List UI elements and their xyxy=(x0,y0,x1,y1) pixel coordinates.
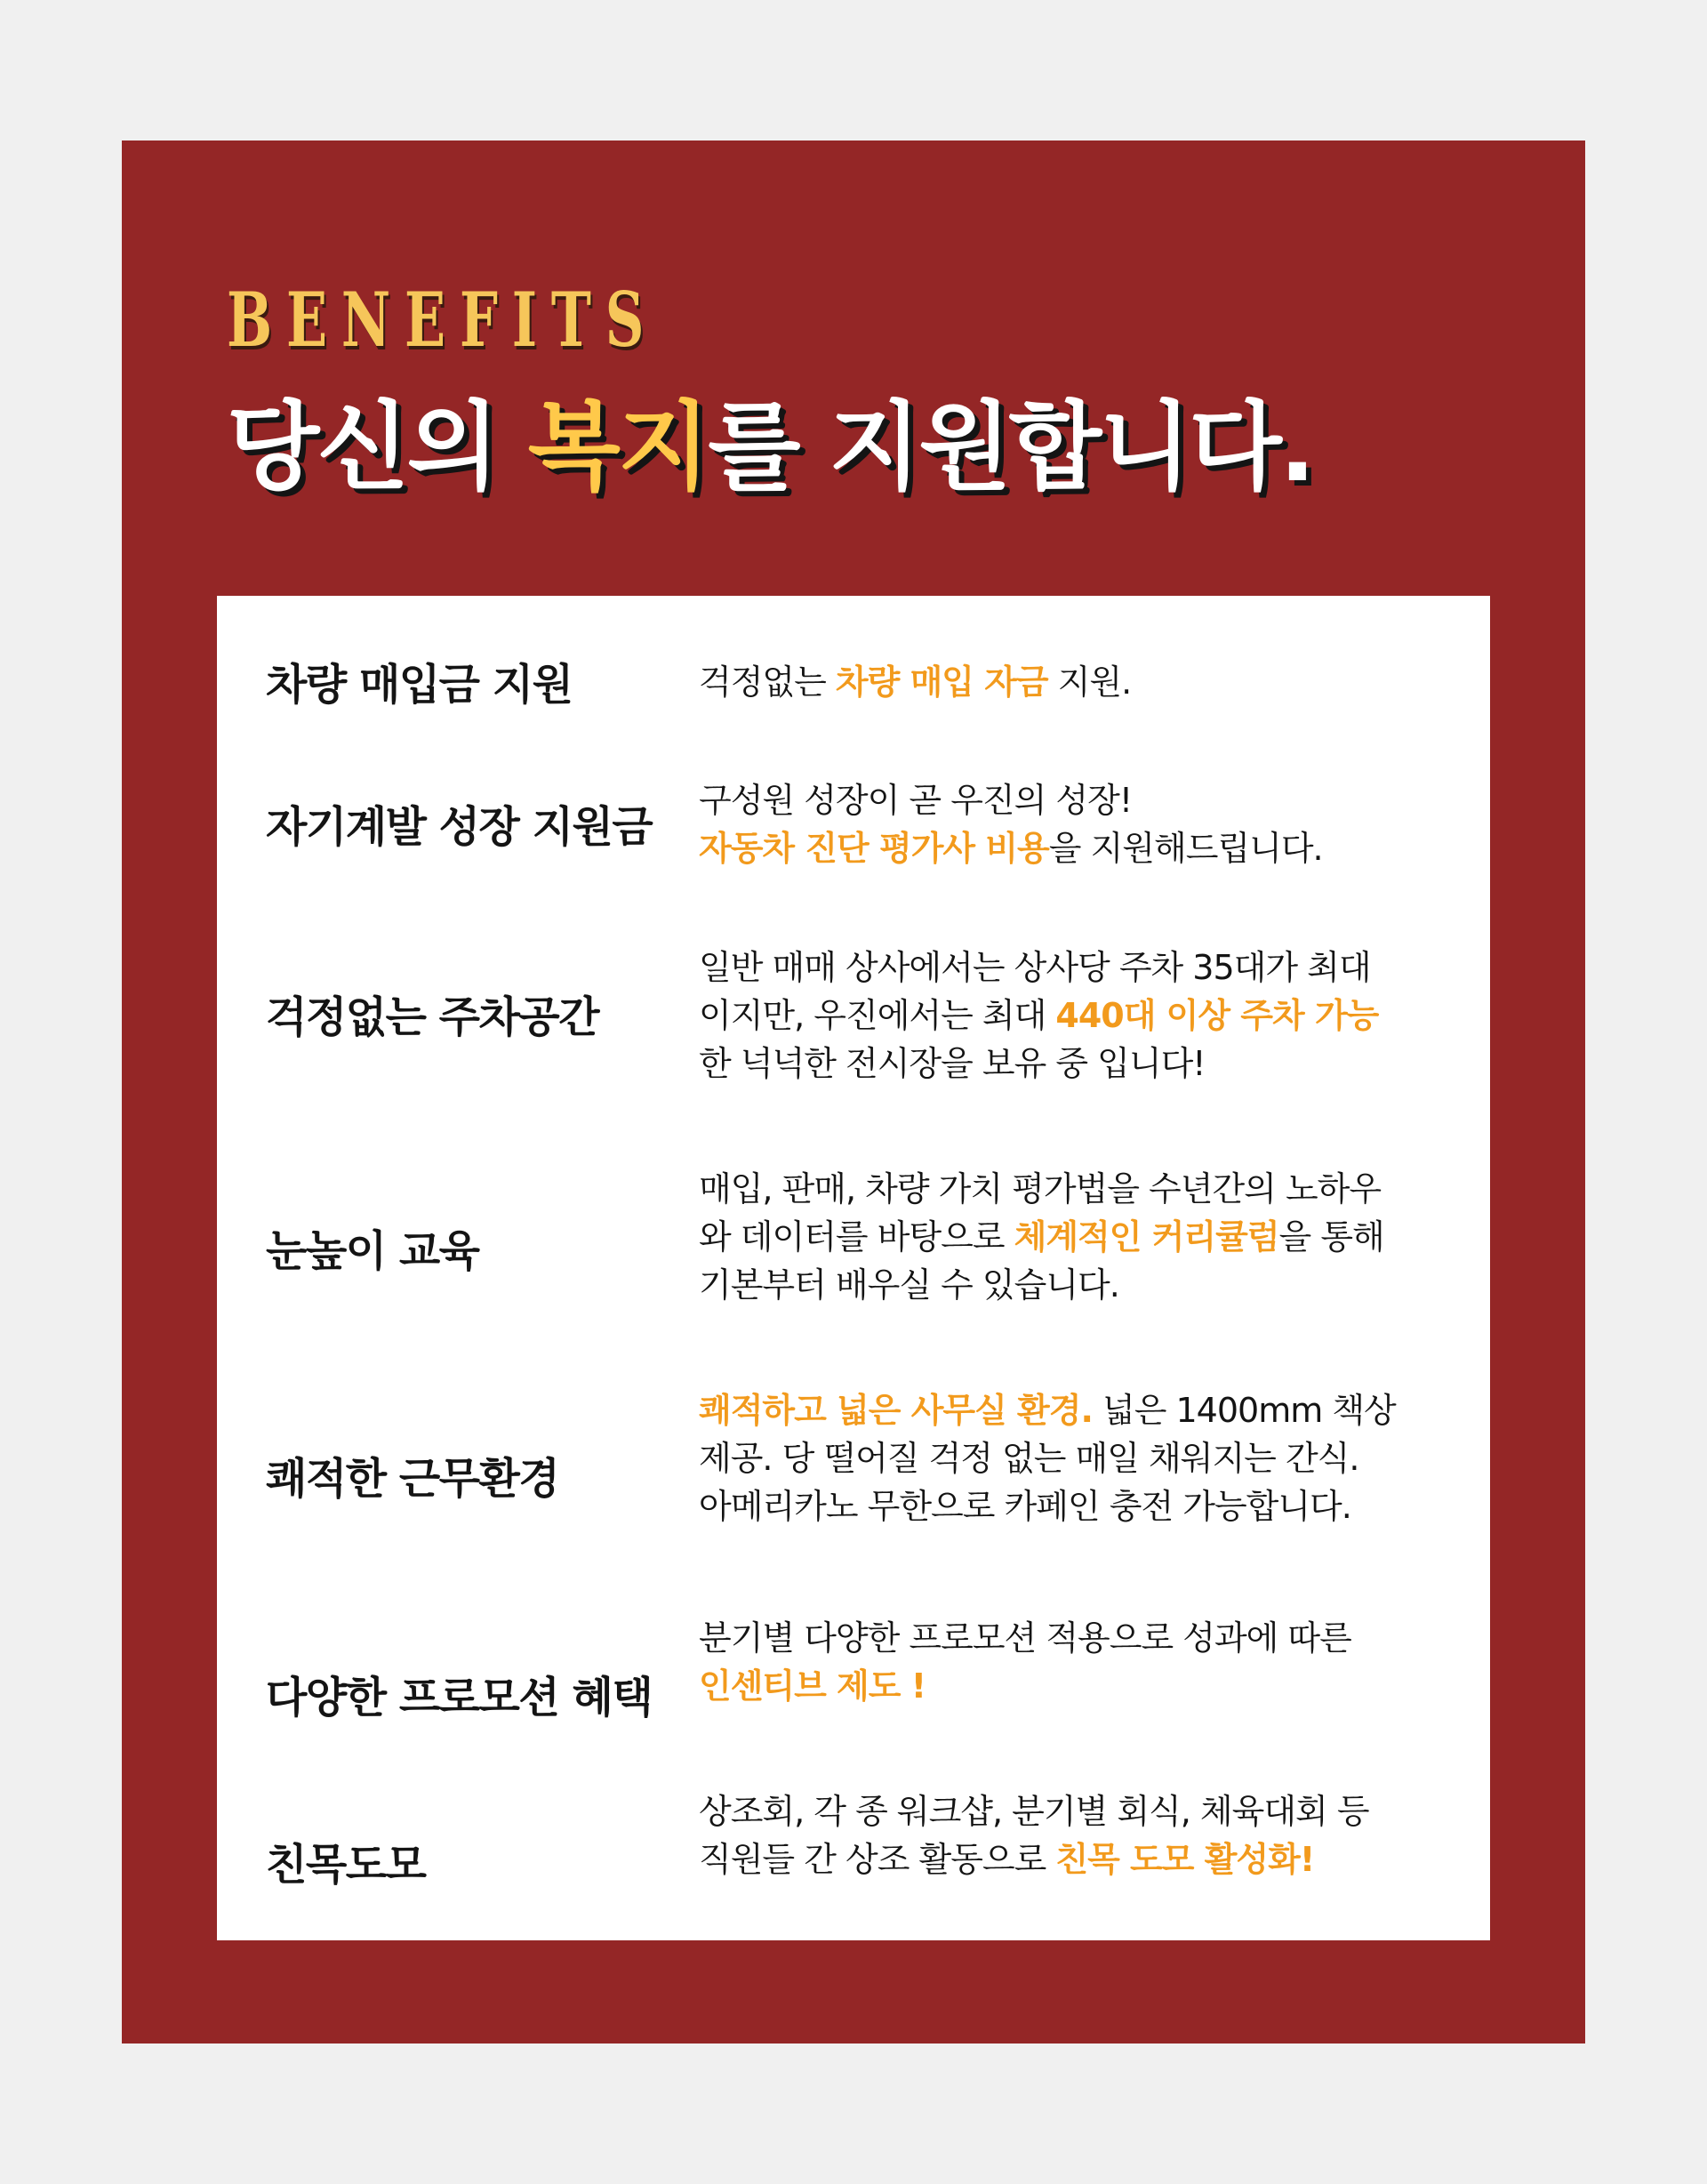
benefit-title: 자기계발 성장 지원금 xyxy=(266,802,653,852)
line-text: 을 통해 xyxy=(1278,1217,1384,1257)
description-line xyxy=(699,1662,1463,1710)
line-text: 넓은 1400mm 책상 xyxy=(1092,1391,1396,1430)
line-text: 제공. 당 떨어질 걱정 없는 매일 채워지는 간식. xyxy=(699,1439,1359,1478)
line-text: 상조회, 각 종 워크샵, 분기별 회식, 체육대회 등 xyxy=(699,1792,1369,1831)
line-text: 기본부터 배우실 수 있습니다. xyxy=(699,1265,1119,1305)
benefit-description xyxy=(699,1787,1463,1883)
headline-part-2: 를 지원합니다. xyxy=(708,392,1313,503)
description-line xyxy=(699,943,1463,992)
benefit-description xyxy=(699,1614,1463,1710)
line-text: 지원. xyxy=(1047,662,1132,702)
line-text: 직원들 간 상조 활동으로 xyxy=(699,1840,1056,1879)
benefit-title: 걱정없는 주차공간 xyxy=(266,992,599,1042)
description-line xyxy=(699,1213,1463,1261)
description-line xyxy=(699,1386,1463,1434)
line-text: 을 지원해드립니다. xyxy=(1048,829,1323,868)
line-text: 일반 매매 상사에서는 상사당 주차 35대가 최대 xyxy=(699,948,1371,987)
benefit-description xyxy=(699,658,1463,706)
headline-part-1: 당신의 xyxy=(227,392,528,503)
benefit-title: 눈높이 교육 xyxy=(266,1226,479,1276)
description-line xyxy=(699,824,1463,872)
line-highlight: 친목 도모 활성화! xyxy=(1055,1840,1315,1879)
line-highlight: 인센티브 제도 ! xyxy=(699,1666,926,1706)
benefits-card xyxy=(217,596,1490,1940)
line-text: 분기별 다양한 프로모션 적용으로 성과에 따른 xyxy=(699,1618,1351,1658)
headline-highlight: 복지 xyxy=(527,392,709,503)
line-text: 아메리카노 무한으로 카페인 충전 가능합니다. xyxy=(699,1487,1351,1526)
benefit-title: 친목도모 xyxy=(266,1840,426,1890)
benefit-title: 차량 매입금 지원 xyxy=(266,660,573,710)
description-line xyxy=(699,1787,1463,1835)
line-text: 매입, 판매, 차량 가치 평가법을 수년간의 노하우 xyxy=(699,1169,1382,1208)
description-line xyxy=(699,1482,1463,1530)
line-highlight: 자동차 진단 평가사 비용 xyxy=(699,829,1049,868)
page-headline xyxy=(227,392,1313,503)
line-highlight: 체계적인 커리큘럼 xyxy=(1014,1217,1279,1257)
benefit-description xyxy=(699,776,1463,872)
benefit-description xyxy=(699,1386,1463,1530)
benefit-description xyxy=(699,1165,1463,1309)
line-highlight: 440대 이상 주차 가능 xyxy=(1055,996,1379,1035)
description-line xyxy=(699,992,1463,1040)
description-line xyxy=(699,1835,1463,1883)
line-text: 구성원 성장이 곧 우진의 성장! xyxy=(699,781,1133,820)
line-highlight: 쾌적하고 넓은 사무실 환경. xyxy=(699,1391,1093,1430)
line-text: 이지만, 우진에서는 최대 xyxy=(699,996,1056,1035)
line-text: 와 데이터를 바탕으로 xyxy=(699,1217,1014,1257)
description-line xyxy=(699,1614,1463,1662)
description-line xyxy=(699,1040,1463,1088)
line-text: 한 넉넉한 전시장을 보유 중 입니다! xyxy=(699,1044,1206,1083)
line-text: 걱정없는 xyxy=(699,662,836,702)
eyebrow-title: BENEFITS xyxy=(227,276,659,364)
description-line xyxy=(699,1165,1463,1213)
benefit-title: 다양한 프로모션 혜택 xyxy=(266,1673,653,1722)
line-highlight: 차량 매입 자금 xyxy=(835,662,1048,702)
description-line xyxy=(699,1434,1463,1482)
benefit-title: 쾌적한 근무환경 xyxy=(266,1454,559,1504)
benefit-description xyxy=(699,943,1463,1088)
description-line xyxy=(699,776,1463,824)
description-line xyxy=(699,658,1463,706)
description-line xyxy=(699,1261,1463,1309)
